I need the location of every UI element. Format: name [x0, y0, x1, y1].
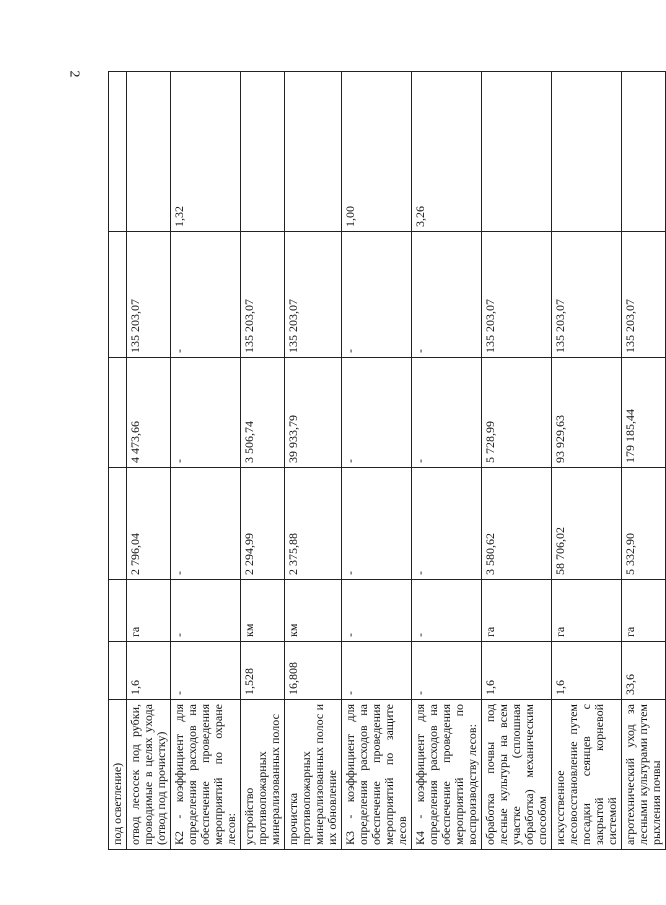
- base-cell: -: [342, 232, 412, 358]
- unit-cell: га: [482, 580, 552, 642]
- work-name-cell: агротехнический уход за лесными культурами путем рыхления почвы: [622, 700, 666, 850]
- cost-cell: -: [342, 358, 412, 468]
- rate-cell: 2 375,88: [285, 468, 342, 580]
- table-row: [171, 72, 241, 850]
- table-row: [127, 72, 171, 850]
- rate-cell: 58 706,02: [552, 468, 622, 580]
- cost-cell: 93 929,63: [552, 358, 622, 468]
- cost-cell: 179 185,44: [622, 358, 666, 468]
- unit-cell: км: [285, 580, 342, 642]
- base-cell: 135 203,07: [622, 232, 666, 358]
- base-cell: [109, 232, 127, 358]
- cost-cell: 39 933,79: [285, 358, 342, 468]
- volume-cell: 1,528: [241, 642, 285, 700]
- rotated-table-container: [108, 72, 663, 850]
- base-cell: -: [412, 232, 482, 358]
- work-name-cell: искусственное лесовосстановление путем посадки сеянцев с закрытой корневой системой: [552, 700, 622, 850]
- rate-cell: -: [171, 468, 241, 580]
- table-row: [622, 72, 666, 850]
- table-row: [241, 72, 285, 850]
- table-row: [552, 72, 622, 850]
- coefficient-cell: [241, 72, 285, 232]
- coefficient-cell: [552, 72, 622, 232]
- unit-cell: -: [342, 580, 412, 642]
- table-row: [342, 72, 412, 850]
- work-name-cell: К3 - коэффициент для определения расходов на обеспечение проведения мероприятий по защите лесов: [342, 700, 412, 850]
- volume-cell: -: [412, 642, 482, 700]
- volume-cell: 1,6: [482, 642, 552, 700]
- base-cell: 135 203,07: [127, 232, 171, 358]
- work-name-cell: устройство противопожарных минерализованных полос: [241, 700, 285, 850]
- cost-cell: -: [412, 358, 482, 468]
- table-row: [412, 72, 482, 850]
- page-number: 2: [66, 70, 82, 78]
- coefficient-cell: [285, 72, 342, 232]
- unit-cell: га: [552, 580, 622, 642]
- volume-cell: [109, 642, 127, 700]
- work-name-cell: К2 - коэффициент для определения расходов на обеспечение проведения мероприятий по охране лесов:: [171, 700, 241, 850]
- volume-cell: -: [342, 642, 412, 700]
- coefficient-cell: [109, 72, 127, 232]
- base-cell: 135 203,07: [482, 232, 552, 358]
- work-name-cell: обработка почвы под лесные культуры на всем участке (сплошная обработка) механическим способом: [482, 700, 552, 850]
- base-cell: 135 203,07: [285, 232, 342, 358]
- table-row: [482, 72, 552, 850]
- coefficient-cell: [622, 72, 666, 232]
- cost-cell: 5 728,99: [482, 358, 552, 468]
- unit-cell: [109, 580, 127, 642]
- base-cell: -: [171, 232, 241, 358]
- rate-cell: 3 580,62: [482, 468, 552, 580]
- table-row: [285, 72, 342, 850]
- unit-cell: га: [622, 580, 666, 642]
- table-row: [109, 72, 127, 850]
- base-cell: 135 203,07: [552, 232, 622, 358]
- cost-cell: [109, 358, 127, 468]
- coefficient-cell: 1,32: [171, 72, 241, 232]
- work-name-cell: К4 - коэффициент для определения расходов на обеспечение проведения мероприятий по воспроизводству лесов:: [412, 700, 482, 850]
- coefficient-cell: 3,26: [412, 72, 482, 232]
- unit-cell: км: [241, 580, 285, 642]
- coefficient-cell: 1,00: [342, 72, 412, 232]
- cost-cell: 3 506,74: [241, 358, 285, 468]
- unit-cell: -: [171, 580, 241, 642]
- rate-cell: 2 796,04: [127, 468, 171, 580]
- volume-cell: 1,6: [127, 642, 171, 700]
- rate-cell: -: [342, 468, 412, 580]
- rate-cell: 2 294,99: [241, 468, 285, 580]
- volume-cell: 33,6: [622, 642, 666, 700]
- coefficient-cell: [127, 72, 171, 232]
- cost-table: [108, 71, 666, 850]
- unit-cell: -: [412, 580, 482, 642]
- coefficient-cell: [482, 72, 552, 232]
- rate-cell: 5 332,90: [622, 468, 666, 580]
- work-name-cell: под осветление): [109, 700, 127, 850]
- base-cell: 135 203,07: [241, 232, 285, 358]
- rate-cell: -: [412, 468, 482, 580]
- volume-cell: -: [171, 642, 241, 700]
- volume-cell: 16,808: [285, 642, 342, 700]
- work-name-cell: прочистка противопожарных минерализованных полос и их обновление: [285, 700, 342, 850]
- rate-cell: [109, 468, 127, 580]
- cost-cell: 4 473,66: [127, 358, 171, 468]
- cost-cell: -: [171, 358, 241, 468]
- work-name-cell: отвод лесосек под рубки, проводимые в целях ухода (отвод под прочистку): [127, 700, 171, 850]
- volume-cell: 1,6: [552, 642, 622, 700]
- unit-cell: га: [127, 580, 171, 642]
